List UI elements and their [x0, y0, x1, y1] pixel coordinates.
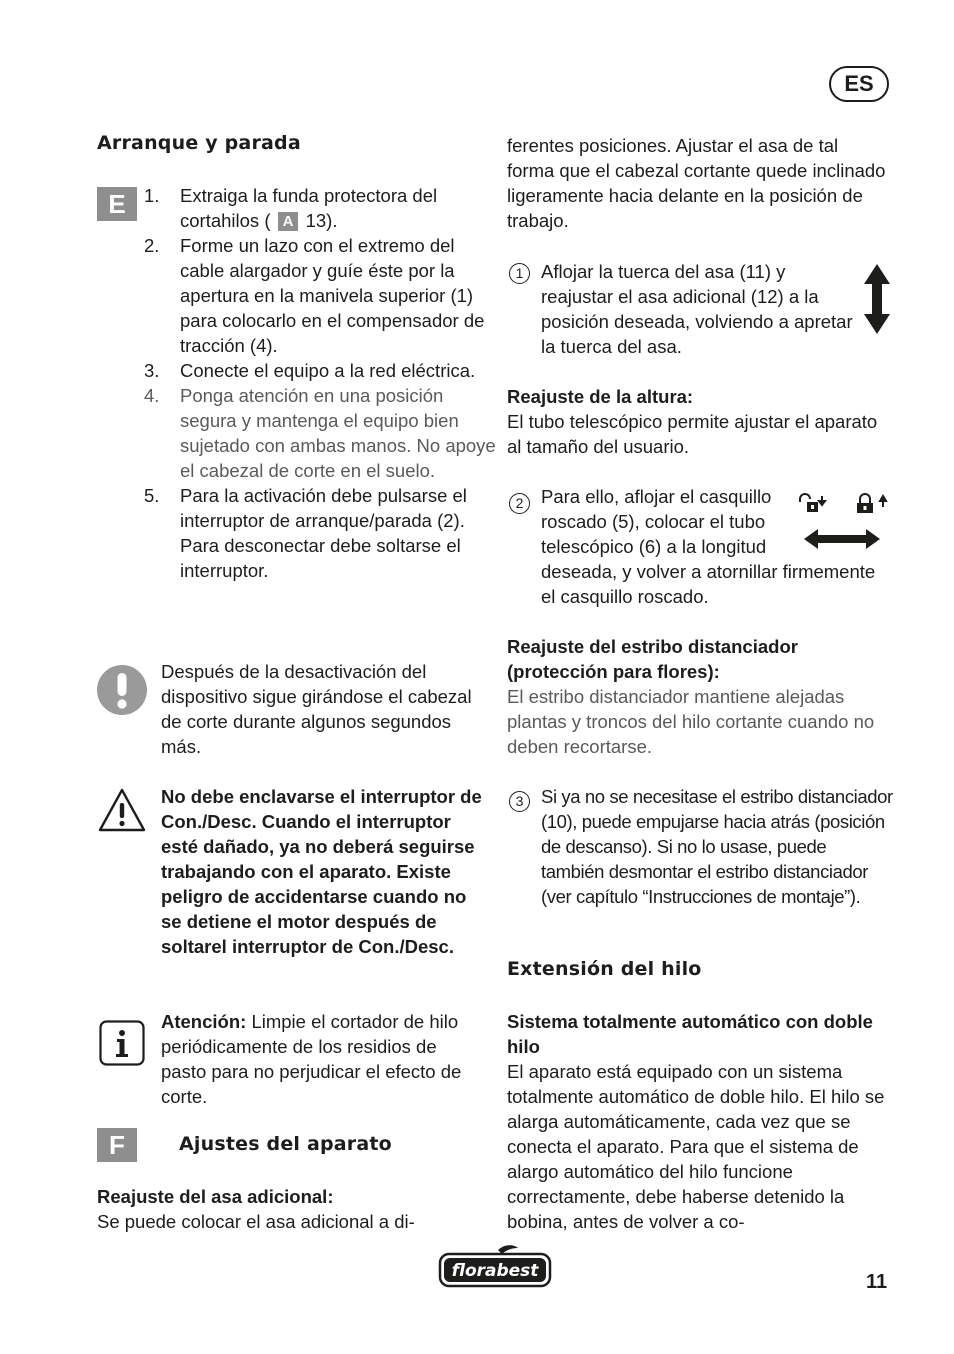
handle-text-continued: ferentes posiciones. Ajustar el asa de tal forma que el cabezal cortante quede inclinado ligeramente hacia delante en la posición de trabajo.: [507, 135, 886, 231]
language-badge: ES: [829, 66, 889, 102]
automatic-system-text: El aparato está equipado con un sistema totalmente automático de doble hilo. El hilo se alarga automáticamente, cada vez que se conecta el aparato. Para que el sistema de alargo automático del hilo funcione correctamente, debe haberse detenido la bobina, antes de volver a co-: [507, 1061, 885, 1232]
stirrup-text: El estribo distanciador mantiene alejadas plantas y troncos del hilo cortante cuando no deben recortarse.: [507, 686, 875, 757]
section-e-marker: E: [97, 187, 137, 221]
step-3-text: Si ya no se necesitase el estribo distanciador (10), puede empujarse hacia atrás (posición de descanso). Si no lo usase, puede también desmontar el estribo distanciador (ver capítulo “Instrucciones de montaje”).: [541, 786, 893, 907]
info-icon: [99, 1020, 145, 1066]
subheading-automatic-system: Sistema totalmente automático con doble hilo: [507, 1011, 873, 1057]
note-after-stop: Después de la desactivación del dispositivo sigue girándose el cabezal de corte durante algunos segundos más.: [161, 661, 472, 757]
svg-text:florabest: florabest: [451, 1261, 539, 1281]
figure-a-badge: A: [278, 212, 299, 231]
list-item: 4. Ponga atención en una posición segura y mantenga el equipo bien sujetado con ambas manos. No apoye el cabezal de corte en el suelo.: [144, 385, 496, 481]
subheading-handle: Reajuste del asa adicional:: [97, 1186, 334, 1207]
heading-line-extension: Extensión del hilo: [507, 958, 702, 980]
step-2-marker: 2: [509, 493, 530, 514]
warning-triangle-icon: [97, 787, 147, 833]
subheading-height: Reajuste de la altura:: [507, 386, 694, 407]
up-down-arrow-icon: [864, 264, 890, 334]
list-item: 3. Conecte el equipo a la red eléctrica.: [144, 360, 476, 381]
florabest-logo: [438, 1244, 552, 1290]
step-2-text: Para ello, aflojar el casquillo roscado (5), colocar el tubo telescópico (6) a la longitud deseada, y volver a atornillar firmemente el casquillo roscado.: [541, 486, 876, 607]
list-item: 5. Para la activación debe pulsarse el interruptor de arranque/parada (2). Para desconectar debe soltarse el interruptor.: [144, 485, 467, 581]
height-text: El tubo telescópico permite ajustar el aparato al tamaño del usuario.: [507, 411, 878, 457]
lock-unlock-arrows-icon: [796, 493, 888, 553]
step-3-marker: 3: [509, 791, 530, 812]
section-f-marker: F: [97, 1128, 137, 1162]
subheading-stirrup: Reajuste del estribo distanciador (protección para flores):: [507, 636, 798, 682]
list-item: 2. Forme un lazo con el extremo del cable alargador y guíe éste por la apertura en la manivela superior (1) para colocarlo en el compensador de tracción (4).: [144, 235, 485, 356]
step-1-text: Aflojar la tuerca del asa (11) y reajustar el asa adicional (12) a la posición deseada, volviendo a apretar la tuerca del asa.: [541, 261, 853, 357]
exclamation-icon: [96, 664, 148, 716]
start-steps-list: [97, 183, 497, 583]
page-number: 11: [866, 1271, 888, 1293]
heading-adjustments: Ajustes del aparato: [179, 1133, 392, 1155]
list-item: 1. Extraiga la funda protectora del cortahilos ( A 13).: [144, 185, 438, 231]
step-1-marker: 1: [509, 263, 530, 284]
warning-switch-text: No debe enclavarse el interruptor de Con./Desc. Cuando el interruptor esté dañado, ya no deberá seguirse trabajando con el aparato. Existe peligro de accidentarse cuando no se detiene el motor después de soltarel interruptor de Con./Desc.: [161, 786, 482, 957]
handle-text: Se puede colocar el asa adicional a di-: [97, 1211, 415, 1232]
info-cleaning-note: Atención: Limpie el cortador de hilo periódicamente de los residios de pasto para no perjudicar el efecto de corte.: [161, 1011, 462, 1107]
heading-start-stop: Arranque y parada: [97, 132, 301, 154]
